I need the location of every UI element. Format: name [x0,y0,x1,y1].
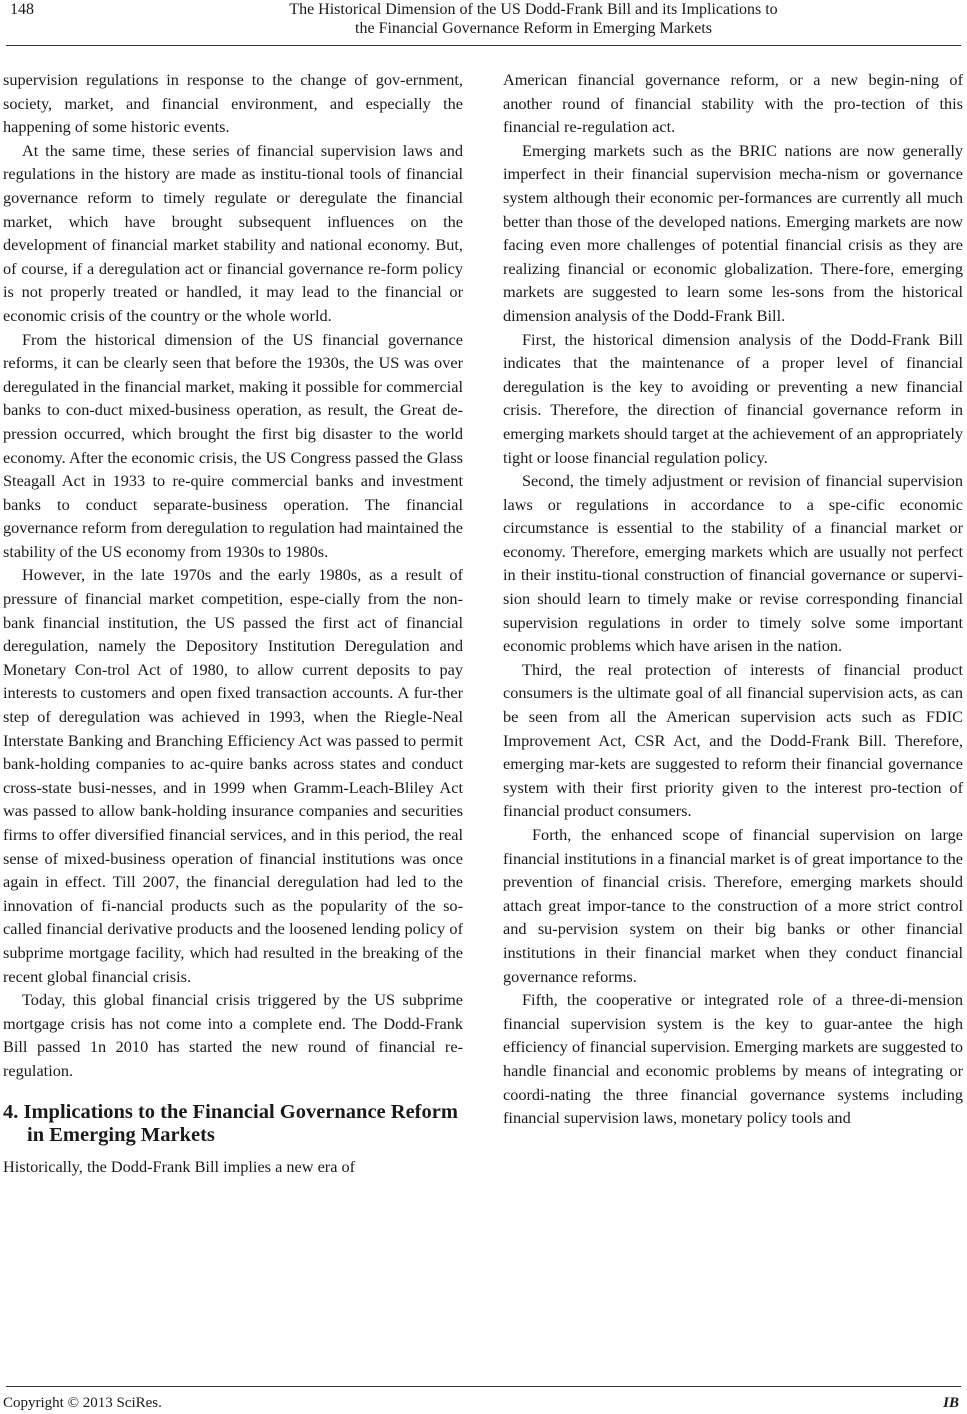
paragraph: Historically, the Dodd-Frank Bill implies a new era of [3,1156,356,1176]
running-title [120,0,947,38]
paragraph: American financial governance reform, or a new begin-ning of another round of financial stability with the pro-tection of this financial re-regulation act. [503,70,963,137]
paragraph: First, the historical dimension analysis of the Dodd-Frank Bill indicates that the maintenance of a proper level of financial deregulation is the key to avoiding or preventing a new financial crisis. Therefore, the direction of financial governance reform in emerging markets should target at the achievement of an appropriately tight or loose financial regulation policy. [503,329,963,467]
paragraph: From the historical dimension of the US financial governance reforms, it can be clearly seen that before the 1930s, the US was over deregulated in the financial market, making it possible for commercial banks to con-duct mixed-business operation, as result, the Great de-pression occurred, which brought the first big disaster to the world economy. After the economic crisis, the US Congress passed the Glass Steagall Act in 1933 to re-quire commercial banks and investment banks to conduct separate-business operation. The financial governance reform from deregulation to regulation had maintained the stability of the US economy from 1930s to 1980s. [3,329,463,561]
paragraph: However, in the late 1970s and the early 1980s, as a result of pressure of financial market competition, espe-cially from the non-bank financial institution, the US passed the first act of financial deregulation, namely the Depository Institution Deregulation and Monetary Con-trol Act of 1980, to allow current deposits to pay interests to customers and open fixed transaction accounts. A fur-ther step of deregulation was achieved in 1993, when the Riegle-Neal Interstate Banking and Branching Efficiency Act was passed to permit bank-holding companies to ac-quire banks across states and conduct cross-state busi-nesses, and in 1999 when Gramm-Leach-Bliley Act was passed to allow bank-holding insurance companies and securities firms to offer diversified financial services, and in this period, the real sense of mixed-business operation of financial institutions was once again in effect. Till 2007, the financial deregulation had led to the innovation of fi-nancial products such as the popularity of the so-called financial derivative products and the loosened lending policy of subprime mortgage facility, which had resulted in the breaking of the recent global financial crisis. [3,565,463,986]
running-title-line-2: the Financial Governance Reform in Emerging Markets [355,20,712,37]
right-column [503,68,963,1130]
footer-rule [6,1386,961,1387]
paragraph: Emerging markets such as the BRIC nations are now generally imperfect in their financial supervision mecha-nism or governance system although their economic per-formances are currently all much better than those of the developed nations. Emerging markets are now facing even more challenges of potential financial crisis as they are realizing financial or economic globalization. There-fore, emerging markets are suggested to learn some les-sons from the historical dimension analysis of the Dodd-Frank Bill. [503,140,963,325]
paragraph: At the same time, these series of financial supervision laws and regulations in the history are made as institu-tional tools of financial governance reform to timely regulate or deregulate the financial market, which have brought subsequent influences on the development of financial market stability and national economy. But, of course, if a deregulation act or financial governance re-form policy is not properly treated or handled, it may lead to the financial or economic crisis of the country or the whole world. [3,140,463,325]
running-title-line-1: The Historical Dimension of the US Dodd-Frank Bill and its Implications to [289,1,778,18]
paragraph: Second, the timely adjustment or revision of financial supervision laws or regulations in accordance to a spe-cific economic circumstance is essential to the stability of a financial market or economy. Therefore, emerging markets which are usually not perfect in their institu-tional construction of financial governance or supervi-sion should learn to timely make or revise corresponding financial supervision regulations in order to timely solve some important economic problems which have arisen in the nation. [503,471,963,656]
page-footer [0,1386,967,1414]
copyright-notice: Copyright © 2013 SciRes. [3,1395,162,1411]
paragraph: Today, this global financial crisis triggered by the US subprime mortgage crisis has not come into a complete end. The Dodd-Frank Bill passed 1n 2010 has started the new round of financial re-regulation. [3,990,463,1080]
paragraph: supervision regulations in response to the change of gov-ernment, society, market, and financial environment, and especially the happening of some historic events. [3,70,463,137]
header-rule [6,45,961,46]
left-column [3,68,463,1178]
paragraph: Fifth, the cooperative or integrated role of a three-di-mension financial supervision system is the key to guar-antee the high efficiency of financial supervision. Emerging markets are suggested to handle financial and economic problems by means of integrating or coordi-nating the three financial governance systems including financial supervision laws, monetary policy tools and [503,990,963,1128]
paragraph: Third, the real protection of interests of financial product consumers is the ultimate goal of all financial supervision acts, as can be seen from all the American supervision acts such as FDIC Improvement Act, CSR Act, and the Dodd-Frank Bill. Therefore, emerging mar-kets are suggested to reform their financial governance system with their first priority given to the interest pro-tection of financial product consumers. [503,659,963,821]
paragraph: Forth, the enhanced scope of financial supervision on large financial institutions in a financial market is of great importance to the prevention of financial crisis. Therefore, emerging markets should attach great impor-tance to the construction of a more strict control and su-pervision system on their big banks or other financial institutions in their financial market when they conduct financial governance reforms. [503,825,963,986]
page-header [0,0,967,48]
page-number: 148 [10,1,34,18]
section-heading: 4. Implications to the Financial Governance Reform in Emerging Markets [3,1100,458,1146]
journal-abbreviation: IB [943,1395,959,1411]
